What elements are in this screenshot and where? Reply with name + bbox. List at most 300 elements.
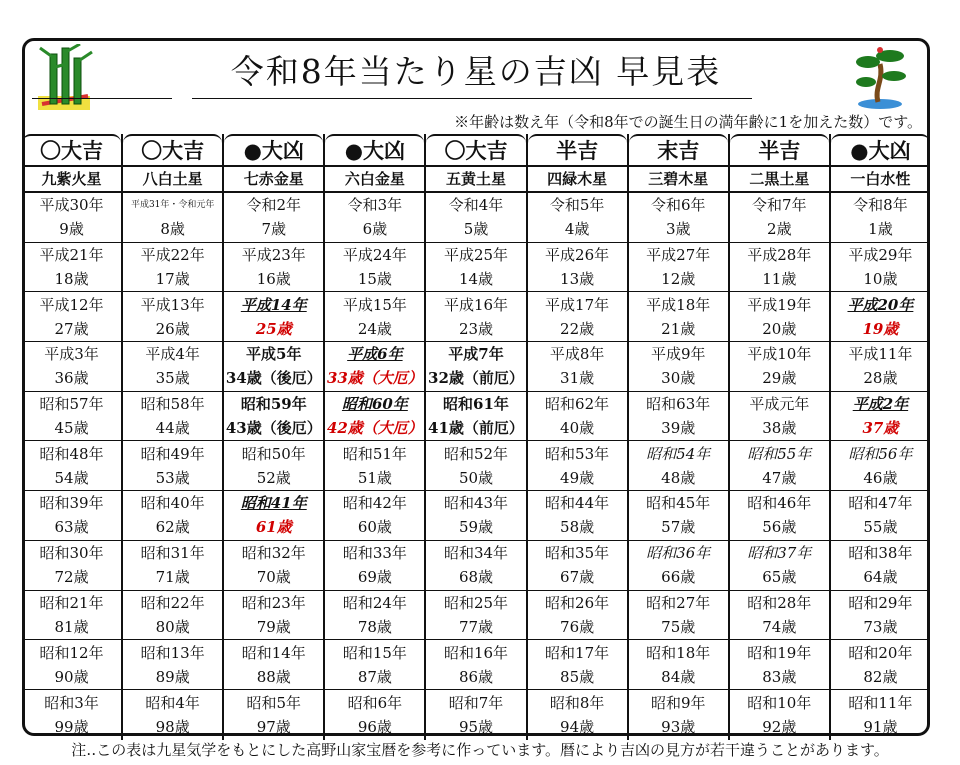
birth-year: 昭和40年 (140, 494, 205, 513)
age: 22歳 (560, 319, 595, 338)
table-cell (325, 392, 424, 442)
table-cell (224, 591, 323, 641)
table-cell (629, 541, 728, 591)
age: 57歳 (661, 518, 696, 537)
birth-year: 昭和27年 (646, 593, 711, 612)
table-cell (629, 690, 728, 740)
age: 42歳（大厄） (326, 419, 423, 438)
birth-year: 昭和53年 (545, 444, 610, 463)
birth-year: 平成30年 (39, 196, 104, 215)
age: 64歳 (863, 568, 898, 587)
birth-year: 平成18年 (646, 295, 711, 314)
table-cell (325, 193, 424, 243)
birth-year: 昭和30年 (39, 544, 104, 563)
birth-year: 昭和32年 (241, 544, 306, 563)
table-cell (22, 392, 121, 442)
birth-year: 昭和55年 (747, 444, 812, 463)
table-cell (224, 292, 323, 342)
fortune-label: ●大凶 (831, 134, 930, 167)
star-column (728, 134, 829, 740)
age: 77歳 (458, 617, 494, 636)
birth-year: 平成8年 (549, 345, 605, 364)
age: 74歳 (762, 617, 797, 636)
header (22, 38, 930, 134)
age: 79歳 (256, 617, 291, 636)
birth-year: 平成12年 (39, 295, 104, 314)
birth-year: 昭和34年 (443, 544, 509, 563)
age: 11歳 (762, 270, 797, 289)
birth-year: 平成10年 (747, 345, 812, 364)
table-cell (22, 292, 121, 342)
table-cell (730, 541, 829, 591)
age: 92歳 (762, 717, 797, 736)
age: 95歳 (458, 717, 494, 736)
age: 43歳（後厄） (225, 419, 322, 438)
star-label: 四緑木星 (528, 167, 627, 193)
table-cell (629, 392, 728, 442)
table-cell (224, 690, 323, 740)
age: 91歳 (863, 717, 898, 736)
age: 37歳 (862, 419, 899, 438)
table-cell (123, 491, 222, 541)
age: 20歳 (762, 319, 797, 338)
birth-year: 平成3年 (44, 345, 99, 364)
birth-year: 昭和62年 (545, 395, 610, 414)
birth-year: 平成11年 (848, 345, 913, 364)
table-cell (730, 690, 829, 740)
table-cell (224, 541, 323, 591)
birth-year: 昭和49年 (140, 444, 205, 463)
age: 80歳 (155, 617, 190, 636)
age: 98歳 (155, 717, 190, 736)
age: 35歳 (155, 369, 190, 388)
star-column (22, 134, 121, 740)
table-cell (123, 243, 222, 293)
table-cell (629, 292, 728, 342)
birth-year: 昭和8年 (549, 693, 605, 712)
age: 27歳 (54, 319, 89, 338)
star-column (121, 134, 222, 740)
table-cell (224, 193, 323, 243)
age: 60歳 (357, 518, 392, 537)
table-cell (730, 491, 829, 541)
table-cell (22, 541, 121, 591)
age: 9歳 (59, 220, 84, 239)
age: 14歳 (458, 270, 494, 289)
table-cell (730, 342, 829, 392)
age: 78歳 (357, 617, 392, 636)
table-cell (831, 690, 930, 740)
table-cell (730, 591, 829, 641)
age: 5歳 (463, 220, 489, 239)
age: 75歳 (661, 617, 696, 636)
birth-year: 令和3年 (347, 196, 403, 215)
age: 67歳 (560, 568, 595, 587)
birth-year: 昭和52年 (443, 444, 509, 463)
fortune-label: ●大凶 (325, 134, 424, 167)
age: 89歳 (155, 667, 190, 686)
birth-year: 平成23年 (241, 246, 306, 265)
age: 49歳 (560, 468, 595, 487)
birth-year: 平成6年 (347, 345, 403, 364)
table-cell (629, 591, 728, 641)
birth-year: 昭和45年 (646, 494, 711, 513)
birth-year: 昭和6年 (347, 693, 403, 712)
age: 99歳 (54, 717, 89, 736)
table-cell (730, 292, 829, 342)
star-label: 三碧木星 (629, 167, 728, 193)
table-cell (325, 342, 424, 392)
age: 33歳（大厄） (326, 369, 423, 388)
birth-year: 平成28年 (747, 246, 812, 265)
birth-year: 昭和23年 (241, 593, 306, 612)
table-cell (22, 591, 121, 641)
birth-year: 平成9年 (650, 345, 706, 364)
age: 24歳 (357, 319, 392, 338)
table-cell (730, 640, 829, 690)
birth-year: 昭和63年 (646, 395, 711, 414)
table-cell (22, 640, 121, 690)
age: 17歳 (155, 270, 190, 289)
table-cell (123, 193, 222, 243)
star-column (829, 134, 930, 740)
table-cell (528, 193, 627, 243)
age: 70歳 (256, 568, 291, 587)
birth-year: 昭和9年 (650, 693, 706, 712)
birth-year: 平成17年 (545, 295, 610, 314)
birth-year: 昭和25年 (443, 593, 509, 612)
table-cell (528, 690, 627, 740)
birth-year: 平成26年 (545, 246, 610, 265)
birth-year: 昭和29年 (848, 593, 913, 612)
birth-year: 令和8年 (853, 196, 908, 215)
age: 73歳 (863, 617, 898, 636)
table-cell (831, 491, 930, 541)
birth-year: 平成20年 (847, 295, 914, 314)
birth-year: 昭和28年 (747, 593, 812, 612)
star-label: 九紫火星 (22, 167, 121, 193)
birth-year: 平成5年 (246, 345, 302, 364)
age: 30歳 (661, 369, 696, 388)
age: 10歳 (863, 270, 898, 289)
age: 39歳 (661, 419, 696, 438)
table-cell (426, 690, 525, 740)
table-cell (325, 541, 424, 591)
birth-year: 令和4年 (448, 196, 504, 215)
table-cell (123, 541, 222, 591)
age: 46歳 (863, 468, 898, 487)
table-cell (629, 243, 728, 293)
age: 69歳 (357, 568, 392, 587)
age: 51歳 (357, 468, 392, 487)
age: 81歳 (54, 617, 89, 636)
age: 52歳 (256, 468, 291, 487)
table-cell (224, 342, 323, 392)
table-cell (325, 243, 424, 293)
age: 56歳 (762, 518, 797, 537)
birth-year: 昭和11年 (848, 693, 913, 712)
birth-year: 平成4年 (145, 345, 200, 364)
table-cell (528, 292, 627, 342)
birth-year: 昭和3年 (44, 693, 99, 712)
age: 83歳 (762, 667, 797, 686)
age: 2歳 (767, 220, 792, 239)
age: 76歳 (560, 617, 595, 636)
age: 84歳 (661, 667, 696, 686)
birth-year: 平成25年 (443, 246, 509, 265)
age: 71歳 (155, 568, 190, 587)
age: 97歳 (256, 717, 291, 736)
table-cell (730, 441, 829, 491)
star-column (424, 134, 525, 740)
birth-year: 昭和37年 (747, 544, 812, 563)
age: 66歳 (661, 568, 696, 587)
table-cell (831, 640, 930, 690)
table-cell (123, 591, 222, 641)
birth-year: 昭和38年 (848, 544, 913, 563)
age: 13歳 (560, 270, 595, 289)
birth-year: 昭和42年 (342, 494, 407, 513)
table-cell (123, 292, 222, 342)
table-cell (831, 342, 930, 392)
fortune-label: 半吉 (528, 134, 627, 167)
age: 82歳 (863, 667, 898, 686)
birth-year: 昭和44年 (545, 494, 610, 513)
birth-year: 平成31年・令和元年 (130, 200, 215, 211)
age: 12歳 (661, 270, 696, 289)
table-cell (831, 541, 930, 591)
table-cell (325, 491, 424, 541)
table-cell (528, 392, 627, 442)
star-label: 八白土星 (123, 167, 222, 193)
table-cell (629, 441, 728, 491)
star-column (222, 134, 323, 740)
table-cell (325, 441, 424, 491)
page-title: 令和8年当たり星の吉凶 早見表 (230, 52, 722, 91)
age: 29歳 (762, 369, 797, 388)
table-cell (325, 292, 424, 342)
age: 65歳 (762, 568, 797, 587)
birth-year: 昭和14年 (241, 643, 306, 662)
age: 19歳 (862, 319, 899, 338)
age: 38歳 (762, 419, 797, 438)
left-rule (32, 98, 172, 99)
age: 31歳 (560, 369, 595, 388)
table-cell (224, 243, 323, 293)
age: 61歳 (255, 518, 292, 537)
age: 18歳 (54, 270, 89, 289)
birth-year: 平成2年 (852, 395, 909, 414)
age: 36歳 (54, 369, 89, 388)
age: 41歳（前厄） (428, 419, 524, 438)
birth-year: 平成21年 (39, 246, 104, 265)
table-cell (123, 342, 222, 392)
table-cell (629, 640, 728, 690)
birth-year: 昭和43年 (443, 494, 509, 513)
age: 4歳 (564, 220, 590, 239)
birth-year: 平成14年 (240, 295, 307, 314)
birth-year: 昭和39年 (39, 494, 104, 513)
birth-year: 令和5年 (549, 196, 605, 215)
age: 25歳 (255, 319, 292, 338)
birth-year: 平成元年 (749, 395, 810, 414)
fortune-label: 半吉 (730, 134, 829, 167)
age: 34歳（後厄） (225, 369, 322, 388)
table-cell (224, 441, 323, 491)
birth-year: 平成13年 (140, 295, 205, 314)
birth-year: 平成16年 (443, 295, 509, 314)
birth-year: 昭和22年 (140, 593, 205, 612)
table-cell (426, 243, 525, 293)
birth-year: 平成27年 (646, 246, 711, 265)
birth-year: 昭和26年 (545, 593, 610, 612)
age-note: ※年齢は数え年（令和8年での誕生日の満年齢に1を加えた数）です。 (454, 113, 922, 131)
age: 23歳 (458, 319, 494, 338)
table-cell (325, 591, 424, 641)
table-cell (123, 690, 222, 740)
age: 63歳 (54, 518, 89, 537)
birth-year: 昭和50年 (241, 444, 306, 463)
birth-year: 平成19年 (747, 295, 812, 314)
table-cell (325, 690, 424, 740)
table-cell (730, 193, 829, 243)
table-cell (831, 591, 930, 641)
star-label: 六白金星 (325, 167, 424, 193)
table-cell (831, 193, 930, 243)
birth-year: 昭和10年 (747, 693, 812, 712)
birth-year: 昭和51年 (342, 444, 407, 463)
birth-year: 平成29年 (848, 246, 913, 265)
table-cell (426, 441, 525, 491)
birth-year: 昭和61年 (443, 395, 509, 414)
table-cell (22, 342, 121, 392)
fortune-label: 〇大吉 (123, 134, 222, 167)
table-cell (528, 491, 627, 541)
age: 48歳 (661, 468, 696, 487)
birth-year: 昭和48年 (39, 444, 104, 463)
birth-year: 昭和31年 (140, 544, 205, 563)
age: 1歳 (868, 220, 893, 239)
birth-year: 昭和57年 (39, 395, 104, 414)
birth-year: 昭和54年 (646, 444, 711, 463)
birth-year: 昭和60年 (341, 395, 408, 414)
star-label: 一白水性 (831, 167, 930, 193)
birth-year: 昭和13年 (140, 643, 205, 662)
birth-year: 令和6年 (650, 196, 706, 215)
birth-year: 平成22年 (140, 246, 205, 265)
table-cell (22, 491, 121, 541)
age: 50歳 (458, 468, 494, 487)
birth-year: 昭和24年 (342, 593, 407, 612)
birth-year: 平成7年 (448, 345, 504, 364)
table-cell (730, 243, 829, 293)
age: 85歳 (560, 667, 595, 686)
footer-note: 注‥この表は九星気学をもとにした高野山家宝暦を参考に作っています。暦により吉凶の見方が若干違うことがあります。 (71, 741, 889, 759)
age: 26歳 (155, 319, 190, 338)
birth-year: 昭和15年 (342, 643, 407, 662)
table-cell (123, 441, 222, 491)
star-label: 五黄土星 (426, 167, 525, 193)
birth-year: 昭和58年 (140, 395, 205, 414)
fortune-table (22, 134, 930, 740)
star-column (627, 134, 728, 740)
pine-tree-icon (850, 44, 910, 110)
age: 7歳 (261, 220, 287, 239)
age: 40歳 (560, 419, 595, 438)
age: 86歳 (458, 667, 494, 686)
table-cell (426, 591, 525, 641)
birth-year: 昭和12年 (39, 643, 104, 662)
age: 55歳 (863, 518, 898, 537)
table-cell (123, 392, 222, 442)
birth-year: 昭和47年 (848, 494, 913, 513)
table-cell (426, 392, 525, 442)
birth-year: 昭和33年 (342, 544, 407, 563)
table-cell (22, 690, 121, 740)
table-cell (831, 292, 930, 342)
table-cell (629, 193, 728, 243)
table-cell (224, 640, 323, 690)
table-cell (528, 640, 627, 690)
birth-year: 昭和35年 (545, 544, 610, 563)
birth-year: 昭和18年 (646, 643, 711, 662)
table-cell (123, 640, 222, 690)
age: 94歳 (560, 717, 595, 736)
table-cell (831, 441, 930, 491)
table-cell (426, 541, 525, 591)
age: 72歳 (54, 568, 89, 587)
birth-year: 昭和46年 (747, 494, 812, 513)
table-cell (528, 591, 627, 641)
age: 6歳 (362, 220, 388, 239)
age: 58歳 (560, 518, 595, 537)
star-column (526, 134, 627, 740)
birth-year: 昭和20年 (848, 643, 913, 662)
table-cell (528, 243, 627, 293)
age: 21歳 (661, 319, 696, 338)
table-cell (224, 392, 323, 442)
table-cell (831, 392, 930, 442)
table-cell (325, 640, 424, 690)
age: 8歳 (160, 220, 185, 239)
birth-year: 平成24年 (342, 246, 407, 265)
age: 3歳 (665, 220, 691, 239)
table-cell (730, 392, 829, 442)
birth-year: 昭和4年 (145, 693, 200, 712)
table-cell (528, 541, 627, 591)
fortune-label: 〇大吉 (22, 134, 121, 167)
table-cell (629, 491, 728, 541)
birth-year: 昭和59年 (240, 395, 307, 414)
birth-year: 昭和41年 (240, 494, 307, 513)
fortune-label: 末吉 (629, 134, 728, 167)
birth-year: 昭和56年 (848, 444, 913, 463)
age: 90歳 (54, 667, 89, 686)
age: 28歳 (863, 369, 898, 388)
age: 44歳 (155, 419, 190, 438)
table-cell (426, 292, 525, 342)
birth-year: 昭和16年 (443, 643, 509, 662)
age: 32歳（前厄） (428, 369, 524, 388)
birth-year: 昭和21年 (39, 593, 104, 612)
birth-year: 昭和19年 (747, 643, 812, 662)
age: 59歳 (458, 518, 494, 537)
age: 93歳 (661, 717, 696, 736)
table-cell (426, 491, 525, 541)
age: 62歳 (155, 518, 190, 537)
age: 45歳 (54, 419, 89, 438)
age: 68歳 (458, 568, 494, 587)
